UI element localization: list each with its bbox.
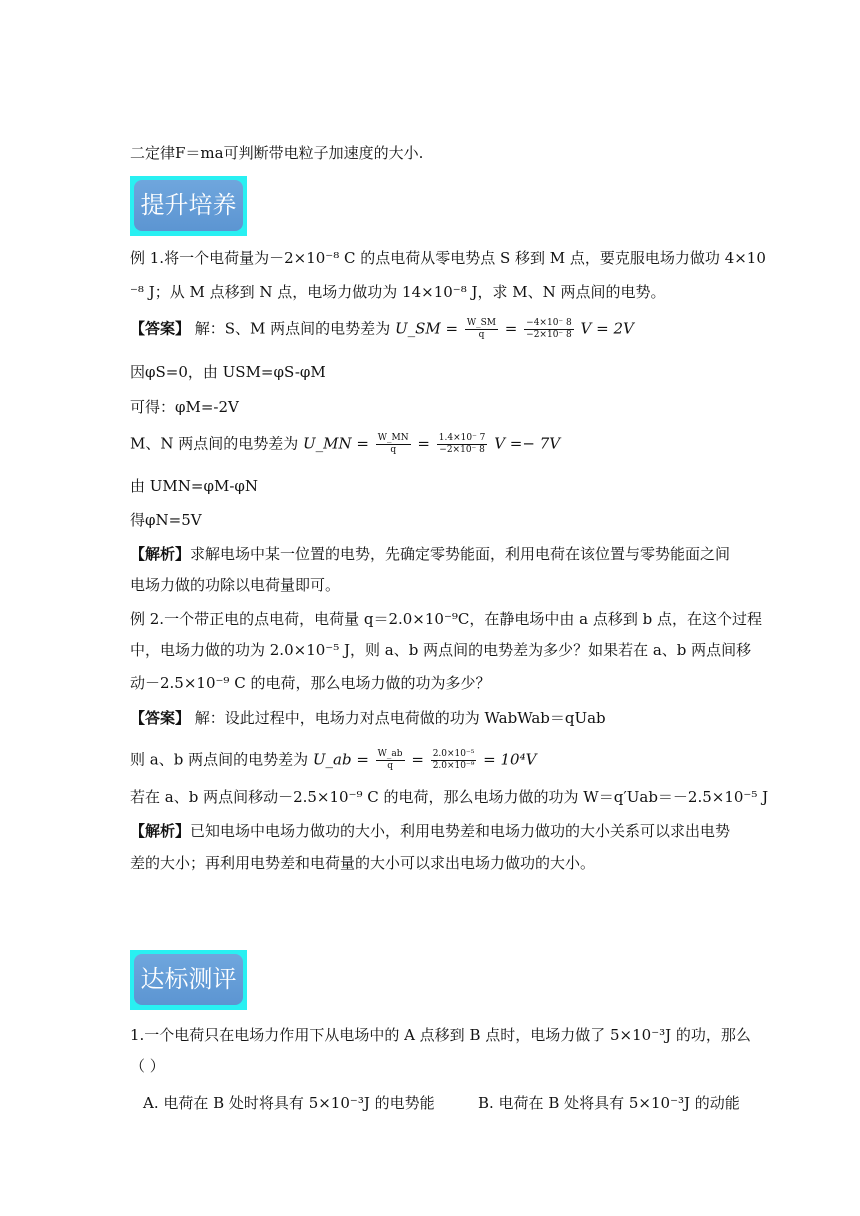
frac-numerator: −4×10⁻ 8: [526, 318, 572, 328]
answer-tag: 【答案】: [130, 319, 191, 338]
q1-option-b: B. 电荷在 B 处将具有 5×10⁻³J 的动能: [478, 1094, 740, 1112]
ex1-analysis-line1: [130, 544, 730, 564]
frac-denominator: q: [390, 445, 397, 455]
ex1-analysis-line2: 电场力做的功除以电荷量即可。: [130, 576, 341, 594]
ex1-line2: ⁻⁸ J；从 M 点移到 N 点，电场力做功为 14×10⁻⁸ J，求 M、N 两点间的电势。: [130, 283, 666, 301]
ex1-answer-text: 解：S、M 两点间的电势差为: [190, 319, 395, 338]
section-title-test: 达标测评: [134, 954, 243, 1005]
frac-denominator: q: [478, 330, 485, 340]
ex1-eq2-rhs: V =− 7V: [494, 434, 561, 453]
ex1-line6: M、N 两点间的电势差为 U_MN = $\frac{W\_MN}{q}$ = $\frac{1.4\times 10^- 7}{-2\times 10^- 8}$ V =− 7V: [130, 433, 561, 455]
q1-option-a: A. 电荷在 B 处时将具有 5×10⁻³J 的电势能: [143, 1094, 435, 1112]
frac-numerator: W_ab: [377, 749, 403, 759]
ex1-line8: 得φN=5V: [130, 511, 202, 529]
ex2-line2: 中，电场力做的功为 2.0×10⁻⁵ J，则 a、b 两点间的电势差为多少？如果若在 a、b 两点间移: [130, 641, 752, 659]
ex2-analysis-line2: 差的大小；再利用电势差和电荷量的大小可以求出电场力做功的大小。: [130, 854, 596, 872]
ex1-eq2-frac1: [376, 433, 411, 456]
section-badge-test: [130, 950, 247, 1010]
ex1-eq1-lhs: U_SM =: [394, 319, 459, 338]
ex1-line4: 因φS=0，由 USM=φS-φM: [130, 363, 326, 381]
frac-denominator: −2×10⁻ 8: [439, 445, 485, 455]
section-badge-improve: [130, 176, 247, 236]
ex2-line1: 例 2.一个带正电的点电荷，电荷量 q＝2.0×10⁻⁹C，在静电场中由 a 点移到 b 点，在这个过程: [130, 610, 762, 628]
analysis-tag: 【解析】: [130, 545, 191, 563]
ex1-line7: 由 UMN=φM-φN: [130, 477, 259, 495]
ex2-analysis-text: 已知电场中电场力做功的大小，利用电势差和电场力做功的大小关系可以求出电势: [190, 822, 731, 840]
ex1-eq1-frac2: [524, 318, 574, 341]
ex2-answer-text: 解：设此过程中，电场力对点电荷做的功为 WabWab＝qUab: [190, 709, 606, 727]
ex1-analysis-text: 求解电场中某一位置的电势，先确定零势能面，利用电荷在该位置与零势能面之间: [190, 545, 731, 563]
q1-line2: （ ）: [130, 1057, 165, 1075]
ex1-line1: 例 1.将一个电荷量为－2×10⁻⁸ C 的点电荷从零电势点 S 移到 M 点，要克服电场力做功 4×10: [130, 249, 766, 267]
ex2-line3: 动－2.5×10⁻⁹ C 的电荷，那么电场力做的功为多少？: [130, 674, 491, 692]
ex2-analysis-line1: [130, 821, 730, 841]
section-title-improve: 提升培养: [134, 180, 243, 231]
ex2-eq-lhs: U_ab =: [312, 750, 369, 769]
q1-line1: 1.一个电荷只在电场力作用下从电场中的 A 点移到 B 点时，电场力做了 5×10⁻³J 的功，那么: [130, 1026, 751, 1044]
ex1-eq2-frac2: [437, 433, 488, 456]
ex2-eq-rhs: = 10⁴V: [483, 750, 537, 769]
ex2-line5-text: 则 a、b 两点间的电势差为: [130, 750, 313, 769]
frac-denominator: q: [387, 761, 393, 771]
frac-denominator: 2.0×10⁻⁹: [432, 761, 475, 771]
analysis-tag: 【解析】: [130, 822, 191, 840]
frac-denominator: −2×10⁻ 8: [526, 330, 572, 340]
intro-line: 二定律F＝ma可判断带电粒子加速度的大小.: [130, 144, 424, 162]
ex2-line6: 若在 a、b 两点间移动－2.5×10⁻⁹ C 的电荷，那么电场力做的功为 W＝q′Uab＝－2.5×10⁻⁵ J: [130, 788, 769, 806]
ex1-answer-line: 【答案】 解：S、M 两点间的电势差为 U_SM = $\frac{W\_SM}{q}$ = $\frac{-4\times 10^- 8}{-2\times 10^- 8}$ V = 2V: [130, 318, 634, 340]
ex1-line5: 可得：φM=-2V: [130, 398, 239, 416]
ex2-line5: 则 a、b 两点间的电势差为 U_ab = $\frac{W\_ab}{q}$ = $\frac{\text{2.0×10⁻⁵}}{\text{2.0×10⁻⁹}}$ = 10⁴V: [130, 749, 537, 771]
ex1-eq1-frac1: [465, 318, 498, 341]
ex2-eq-frac2: [431, 749, 477, 772]
frac-numerator: W_MN: [377, 433, 409, 443]
frac-numerator: 2.0×10⁻⁵: [432, 749, 475, 759]
ex1-eq2-lhs: U_MN =: [303, 434, 369, 453]
ex1-line6-text: M、N 两点间的电势差为: [130, 434, 304, 453]
frac-numerator: 1.4×10⁻ 7: [438, 433, 486, 443]
ex1-eq1-rhs: V = 2V: [580, 319, 634, 338]
answer-tag: 【答案】: [130, 709, 191, 727]
ex2-eq-frac1: [376, 749, 405, 772]
ex2-answer-line: [130, 708, 606, 728]
frac-numerator: W_SM: [466, 318, 497, 328]
